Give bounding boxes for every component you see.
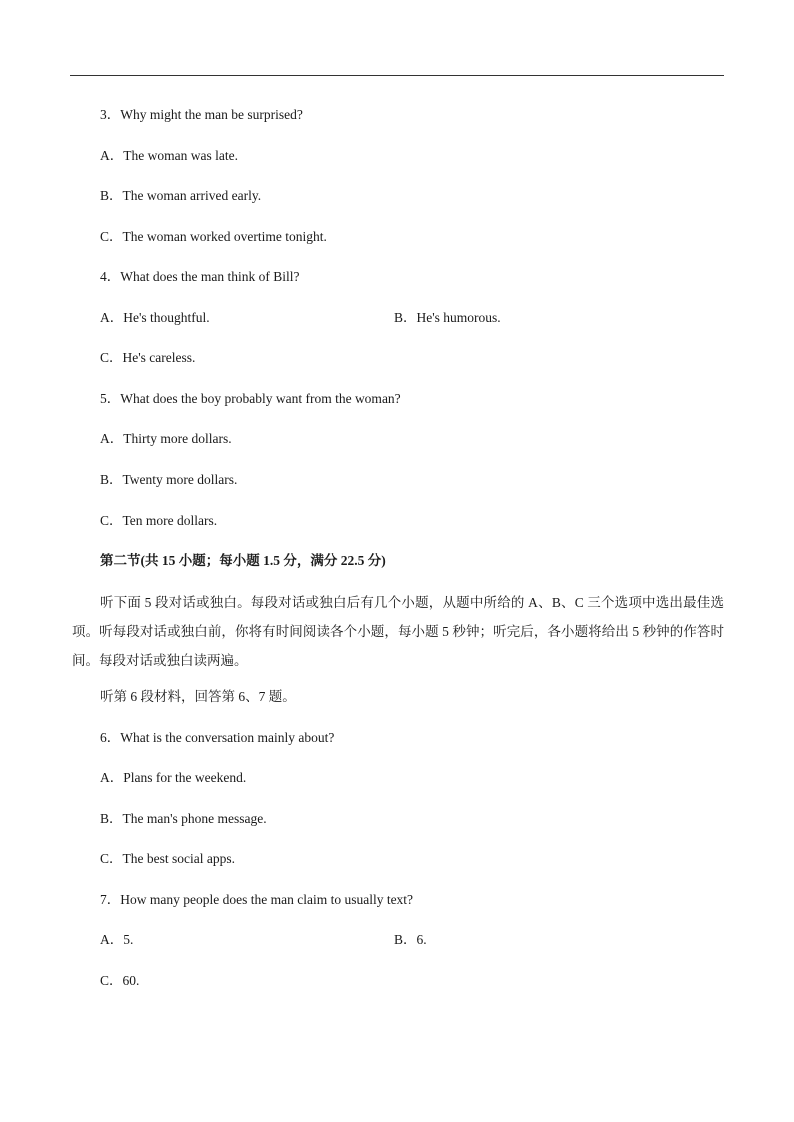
question-6-option-a: A．Plans for the weekend. bbox=[100, 770, 247, 785]
question-4-option-c: C．He's careless. bbox=[100, 350, 196, 365]
question-3-stem: 3．Why might the man be surprised? bbox=[100, 107, 303, 122]
question-4-option-a: A．He's thoughtful. bbox=[100, 310, 210, 325]
question-7-stem: 7．How many people does the man claim to usually text? bbox=[100, 892, 414, 907]
header-rule bbox=[70, 75, 724, 76]
question-6-option-b: B．The man's phone message. bbox=[100, 811, 267, 826]
section-2-instructions: 听下面 5 段对话或独白。每段对话或独白后有几个小题，从题中所给的 A、B、C 三个选项中选出最佳选项。听每段对话或独白前，你将有时间阅读各个小题，每小题 5 秒钟；听完后，各小题将给出 5 秒钟的作答时间。每段对话或独白读两遍。 bbox=[72, 595, 724, 668]
question-6-stem: 6．What is the conversation mainly about? bbox=[100, 730, 335, 745]
question-7-option-a: A．5. bbox=[100, 932, 134, 947]
question-3-option-a: A．The woman was late. bbox=[100, 148, 238, 163]
section-2-heading: 第二节(共 15 小题；每小题 1.5 分，满分 22.5 分) bbox=[100, 553, 386, 568]
question-3-option-b: B．The woman arrived early. bbox=[100, 188, 262, 203]
question-7-option-b: B．6. bbox=[394, 932, 427, 947]
question-5-option-b: B．Twenty more dollars. bbox=[100, 472, 238, 487]
question-5-option-a: A．Thirty more dollars. bbox=[100, 431, 232, 446]
question-7-option-c: C．60. bbox=[100, 973, 140, 988]
question-6-option-c: C．The best social apps. bbox=[100, 851, 235, 866]
question-4-stem: 4．What does the man think of Bill? bbox=[100, 269, 300, 284]
question-5-stem: 5．What does the boy probably want from the woman? bbox=[100, 391, 401, 406]
question-4-option-b: B．He's humorous. bbox=[394, 310, 501, 325]
question-3-option-c: C．The woman worked overtime tonight. bbox=[100, 229, 327, 244]
question-5-option-c: C．Ten more dollars. bbox=[100, 513, 218, 528]
material-note: 听第 6 段材料，回答第 6、7 题。 bbox=[100, 689, 296, 704]
